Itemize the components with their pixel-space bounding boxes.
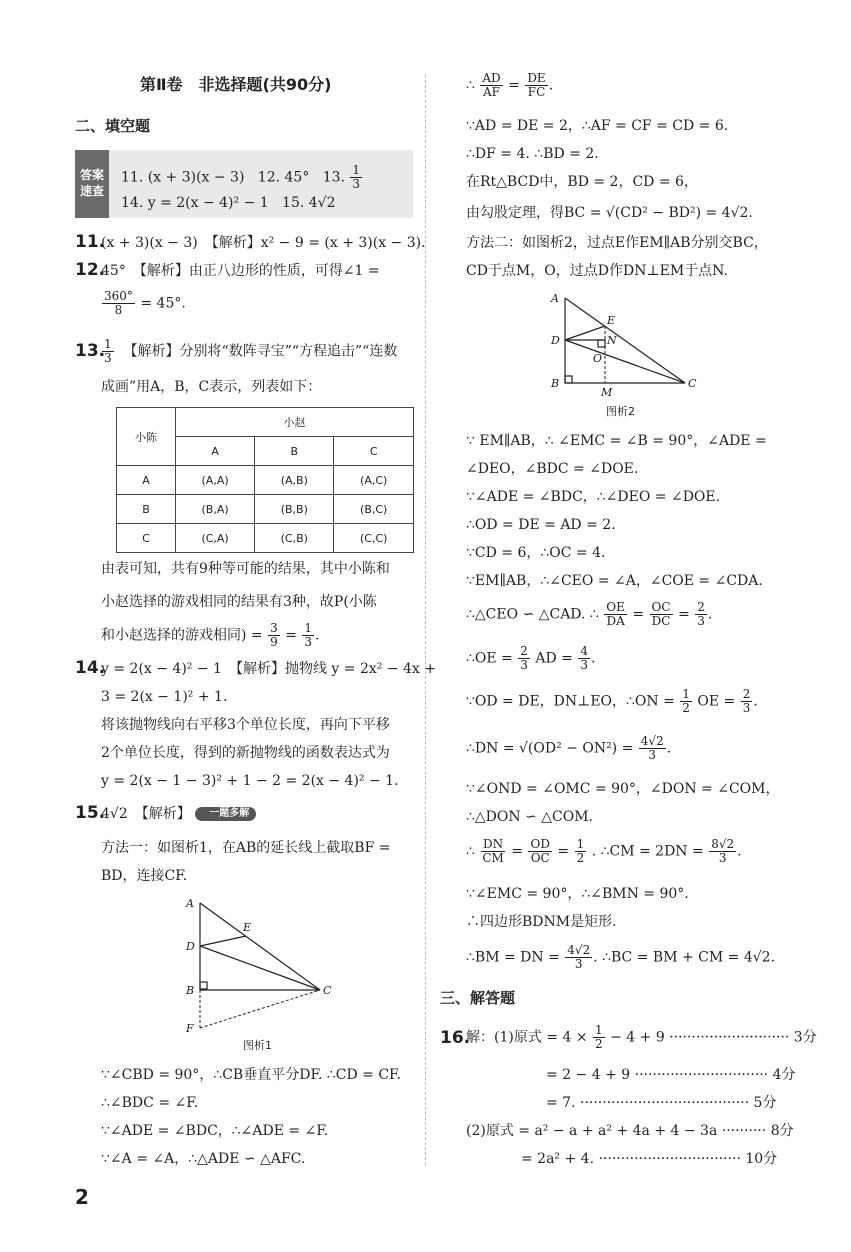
label-d: D — [186, 940, 195, 953]
r21: ∵∠EMC = 90°，∴∠BMN = 90°. — [466, 886, 689, 902]
frac-den: CM — [482, 851, 504, 866]
r19: ∴△DON ∽ △COM. — [466, 809, 593, 825]
frac-num: OD — [530, 837, 550, 851]
frac-num: 1 — [595, 1023, 603, 1037]
segment-ac — [200, 903, 320, 990]
q13-outcome-table — [116, 407, 414, 553]
frac-den: 2 — [576, 851, 585, 866]
label-f: F — [186, 1022, 194, 1033]
r8: ∵ EM∥AB，∴ ∠EMC = ∠B = 90°，∠ADE = — [466, 433, 767, 449]
q16-line1-pre: 解：(1)原式 = 4 × — [466, 1029, 588, 1046]
q12-fraction — [102, 290, 135, 317]
frac-num: 360° — [104, 289, 133, 303]
frac-num: 3 — [270, 621, 278, 635]
r14-eq2: = — [678, 606, 690, 623]
q14-line4: 2个单位长度，得到的新抛物线的函数表达式为 — [101, 745, 390, 761]
label-o: O — [593, 352, 603, 365]
frac-num: OE — [606, 600, 625, 614]
answer-11: 11. (x + 3)(x − 3) — [121, 169, 245, 186]
r14-pre: ∴△CEO ∽ △CAD. ∴ — [466, 606, 599, 623]
q15-s1: ∵∠CBD = 90°，∴CB垂直平分DF. ∴CD = CF. — [101, 1067, 402, 1083]
segment-dc — [200, 946, 320, 990]
table-cell: (C,C) — [334, 524, 414, 553]
frac-num: 2 — [697, 600, 705, 614]
frac-num: 1 — [304, 621, 313, 635]
table-cell: (A,A) — [176, 466, 255, 495]
r7: CD于点M，O，过点D作DN⊥EM于点N. — [466, 263, 728, 279]
answer-quick-check-box — [75, 150, 413, 218]
frac-num: AD — [482, 71, 501, 85]
answer-12: 12. 45° — [257, 169, 310, 186]
frac-den: 9 — [270, 635, 278, 650]
frac-num: 2 — [742, 687, 751, 701]
r3: ∴DF = 4. ∴BD = 2. — [466, 146, 599, 162]
q13-eq: = — [285, 627, 297, 644]
r14 — [466, 601, 712, 628]
frac-num: 1 — [682, 687, 690, 701]
r20-mid: . ∴CM = 2DN = — [591, 843, 704, 860]
q13-after3 — [101, 622, 319, 649]
r15-frac1 — [518, 645, 530, 672]
segment-fc — [200, 990, 320, 1028]
label-a: A — [186, 897, 194, 910]
r1-frac1 — [480, 72, 502, 99]
answer-line-2 — [121, 196, 335, 210]
q16-frac — [593, 1024, 605, 1051]
r14-frac1 — [604, 601, 627, 628]
table-cell: (B,B) — [255, 495, 334, 524]
page-title: 第Ⅱ卷 非选择题(共90分) — [140, 75, 332, 94]
q16-line5: = 2a² + 4. ································ 10分 — [521, 1151, 778, 1167]
q13-frac2 — [302, 622, 314, 649]
r17-pre: ∴DN = √(OD² − ON²) = — [466, 740, 634, 757]
q11-text: (x + 3)(x − 3) 【解析】x² − 9 = (x + 3)(x − 3). — [101, 235, 426, 251]
q12-line2 — [101, 290, 186, 317]
label-c: C — [323, 984, 332, 997]
frac-den: 3 — [520, 658, 528, 673]
r20-end: . — [737, 843, 742, 860]
q15-s2: ∴∠BDC = ∠F. — [101, 1095, 199, 1111]
label-c: C — [688, 377, 697, 390]
r16-frac1 — [680, 688, 692, 715]
q12-line1: 45° 【解析】由正八边形的性质，可得∠1 = — [101, 263, 380, 279]
label-b: B — [551, 377, 560, 390]
table-row — [117, 524, 414, 553]
answer-14: 14. y = 2(x − 4)² − 1 — [121, 195, 269, 211]
multi-solution-badge: 一题多解 — [195, 807, 256, 821]
answer-15: 15. 4√2 — [282, 195, 336, 211]
r20 — [466, 838, 742, 865]
segment-de — [565, 326, 605, 340]
q16-number: 16. — [440, 1028, 471, 1048]
frac-num: 1 — [576, 837, 585, 851]
right-angle-mark — [565, 376, 572, 383]
frac-num: 8√2 — [711, 837, 735, 851]
segment-dc — [565, 340, 685, 383]
q14-line5: y = 2(x − 1 − 3)² + 1 − 2 = 2(x − 4)² − 1. — [101, 773, 399, 789]
r16-end: . — [753, 693, 758, 710]
label-e: E — [243, 921, 252, 934]
label-n: N — [607, 334, 617, 347]
right-angle-mark-n — [598, 340, 605, 347]
frac-den: OC — [530, 851, 550, 866]
table-col-b: B — [255, 437, 334, 466]
answer-tag-line1: 答案 — [79, 168, 104, 183]
table-row-label: C — [117, 524, 176, 553]
table-cell: (B,A) — [176, 495, 255, 524]
answer-tag-line2: 速查 — [79, 184, 104, 198]
r5: 由勾股定理，得BC = √(CD² − BD²) = 4√2. — [466, 205, 753, 221]
frac-num: OC — [651, 600, 671, 614]
q15-line1 — [101, 807, 256, 821]
label-d: D — [551, 334, 560, 347]
frac-den: DC — [651, 614, 671, 629]
q15-s4: ∵∠A = ∠A，∴△ADE ∽ △AFC. — [101, 1151, 306, 1167]
r1-pre: ∴ — [466, 77, 475, 94]
frac-den: AF — [483, 85, 501, 100]
q13-line2: 成画”用A，B，C表示，列表如下： — [101, 379, 322, 395]
r14-eq1: = — [632, 606, 645, 623]
r20-frac3 — [575, 838, 587, 865]
label-b: B — [186, 984, 195, 997]
r15-end: . — [590, 650, 596, 667]
r17-end: . — [666, 740, 672, 757]
r18: ∵∠OND = ∠OMC = 90°，∠DON = ∠COM， — [466, 781, 780, 797]
label-m: M — [601, 386, 613, 399]
r23-pre: ∴BM = DN = — [466, 949, 560, 966]
answer-tag — [75, 150, 109, 218]
q13-line1-text: 【解析】分别将“数阵寻宝”“方程追击”“连数 — [123, 343, 398, 360]
table-cell: (B,C) — [334, 495, 414, 524]
r20-frac4 — [709, 838, 736, 865]
r1-frac2 — [525, 72, 547, 99]
r23-frac — [565, 944, 592, 971]
table-row — [117, 495, 414, 524]
r11: ∴OD = DE = AD = 2. — [466, 517, 616, 533]
q16-line1 — [466, 1024, 817, 1051]
page-number: 2 — [75, 1185, 89, 1209]
frac-den: 3 — [718, 851, 727, 866]
q13-answer-fraction — [102, 338, 114, 365]
r16-frac2 — [741, 688, 753, 715]
frac-num: DN — [483, 837, 504, 851]
r16 — [466, 688, 758, 715]
table-row-header: 小陈 — [117, 408, 176, 466]
r14-end: . — [707, 606, 713, 623]
q15-m1-line2: BD，连接CF. — [101, 868, 188, 884]
r15-frac2 — [578, 645, 590, 672]
frac-den: DA — [606, 614, 625, 629]
r10: ∵∠ADE = ∠BDC，∴∠DEO = ∠DOE. — [466, 489, 721, 505]
q15-number: 15. — [75, 803, 106, 823]
right-angle-mark — [200, 982, 207, 989]
r6: 方法二：如图析2，过点E作EM∥AB分别交BC， — [466, 235, 768, 251]
table-cell: (A,C) — [334, 466, 414, 495]
frac-num: DE — [527, 71, 546, 85]
r20-frac1 — [480, 838, 505, 865]
r20-pre: ∴ — [466, 843, 475, 860]
q16-line4: (2)原式 = a² − a + a² + 4a + 4 − 3a ·········· 8分 — [466, 1123, 794, 1139]
r14-frac2 — [650, 601, 673, 628]
figure-1-caption: 图析1 — [243, 1039, 272, 1052]
q14-line3: 将该抛物线向右平移3个单位长度，再向下平移 — [101, 717, 390, 733]
q15-m1-line1: 方法一：如图析1，在AB的延长线上截取BF = — [101, 840, 391, 856]
q14-line1: y = 2(x − 4)² − 1 【解析】抛物线 y = 2x² − 4x + — [101, 661, 436, 677]
q14-line2: 3 = 2(x − 1)² + 1. — [101, 689, 228, 705]
r4: 在Rt△BCD中，BD = 2，CD = 6， — [466, 174, 698, 190]
frac-den: 8 — [114, 303, 123, 318]
r16-mid: OE = — [697, 693, 736, 710]
frac-num: 1 — [352, 163, 361, 177]
table-row-label: B — [117, 495, 176, 524]
frac-den: 3 — [104, 351, 112, 366]
q15-line1-text: 4√2 【解析】 — [101, 806, 191, 822]
frac-den: 3 — [697, 614, 705, 629]
answer-13-fraction — [350, 164, 362, 191]
frac-den: 3 — [304, 635, 313, 650]
q12-line2-tail: = 45°. — [140, 295, 186, 312]
q13-after1: 由表可知，共有9种等可能的结果，其中小陈和 — [101, 561, 390, 577]
answer-13-label: 13. — [322, 169, 345, 186]
frac-den: 3 — [574, 957, 583, 972]
r20-eq1: = — [511, 843, 524, 860]
r23 — [466, 944, 775, 971]
q16-line3: = 7. ······································ 5分 — [546, 1095, 777, 1111]
table-col-c: C — [334, 437, 414, 466]
r20-frac2 — [528, 838, 551, 865]
q11-number: 11. — [75, 232, 106, 252]
frac-num: 4√2 — [567, 943, 591, 957]
figure-1-diagram — [180, 893, 340, 1033]
label-e: E — [607, 314, 616, 327]
label-a: A — [551, 292, 559, 305]
figure-2-diagram — [545, 288, 700, 400]
r1-eq: = — [508, 77, 520, 94]
table-col-header: 小赵 — [176, 408, 414, 437]
table-row — [117, 466, 414, 495]
frac-num: 4 — [580, 644, 588, 658]
r13: ∵EM∥AB，∴∠CEO = ∠A，∠COE = ∠CDA. — [466, 573, 763, 589]
q13-after2: 小赵选择的游戏相同的结果有3种，故P(小陈 — [101, 594, 377, 610]
r20-eq2: = — [557, 843, 570, 860]
section-heading-fill: 二、填空题 — [75, 117, 151, 135]
r2: ∵AD = DE = 2，∴AF = CF = CD = 6. — [466, 118, 729, 134]
segment-de — [200, 936, 246, 946]
frac-num: 1 — [104, 337, 112, 351]
frac-den: FC — [527, 85, 546, 100]
r15-mid: AD = — [535, 650, 573, 667]
r16-pre: ∵OD = DE，DN⊥EO，∴ON = — [466, 693, 675, 710]
q16-line2: = 2 − 4 + 9 ······························ 4分 — [546, 1067, 796, 1083]
r22: ∴四边形BDNM是矩形. — [466, 914, 617, 930]
table-cell: (C,B) — [255, 524, 334, 553]
figure-2-caption: 图析2 — [606, 405, 635, 418]
q13-after3-pre: 和小赵选择的游戏相同) = — [101, 627, 263, 644]
q15-s3: ∵∠ADE = ∠BDC，∴∠ADE = ∠F. — [101, 1123, 329, 1139]
q14-number: 14. — [75, 658, 106, 678]
q13-number: 13. — [75, 341, 106, 361]
frac-den: 3 — [648, 748, 657, 763]
r15 — [466, 645, 595, 672]
r9: ∠DEO，∠BDC = ∠DOE. — [466, 461, 639, 477]
frac-den: 2 — [595, 1037, 603, 1052]
q13-line1 — [101, 338, 397, 365]
r12: ∵CD = 6，∴OC = 4. — [466, 545, 606, 561]
q12-number: 12. — [75, 260, 106, 280]
q13-frac1 — [268, 622, 280, 649]
table-row-label: A — [117, 466, 176, 495]
r15-pre: ∴OE = — [466, 650, 513, 667]
table-cell: (C,A) — [176, 524, 255, 553]
q16-line1-tail: − 4 + 9 ··························· 3分 — [610, 1029, 817, 1046]
r1-end: . — [548, 77, 554, 94]
answer-line-1 — [121, 164, 363, 191]
table-cell: (A,B) — [255, 466, 334, 495]
frac-num: 2 — [520, 644, 528, 658]
frac-den: 3 — [580, 658, 588, 673]
table-col-a: A — [176, 437, 255, 466]
frac-den: 3 — [742, 701, 751, 716]
r14-frac3 — [695, 601, 707, 628]
frac-num: 4√2 — [640, 734, 664, 748]
frac-den: 2 — [682, 701, 690, 716]
section-heading-answer: 三、解答题 — [440, 989, 516, 1007]
q13-end: . — [315, 627, 320, 644]
r17 — [466, 735, 671, 762]
r1 — [466, 72, 553, 99]
r23-end: . ∴BC = BM + CM = 4√2. — [593, 949, 776, 966]
frac-den: 3 — [352, 177, 361, 192]
r17-frac — [639, 735, 666, 762]
